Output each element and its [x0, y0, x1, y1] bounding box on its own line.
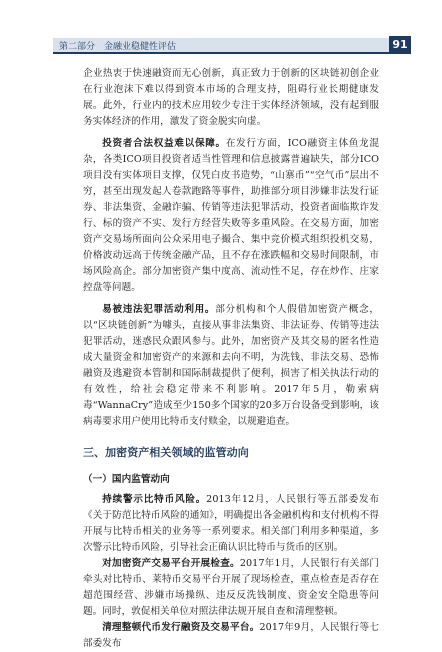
paragraph-lead: 对加密资产交易平台开展检查。 [102, 558, 240, 569]
section-title: 第二部分 金融业稳健性评估 [59, 42, 177, 52]
paragraph: 投资者合法权益难以保障。在发行方面，ICO融资主体鱼龙混杂，各类ICO项目投资者适当性管理和信息披露普遍缺失，部分ICO项目没有实体项目支撑，仅凭白皮书造势，“山寨币”“空气币”层出不穷，甚至出现发起人卷款跑路等事件，助推部分项目涉嫌非法发行证券、非法集资、金融诈骗、传销等违法犯罪活动，投资者面临欺诈发行、标的资产不实、发行方经营失败等多重风险。在交易方面，加密资产交易场所面向公众采用电子撮合、集中竞价模式组织投机交易，价格波动远高于传统金融产品，且不存在涨跌幅和交易时间限制，市场风险高企。部分加密资产集中度高、流动性不足，存在炒作、庄家控盘等问题。 [83, 138, 380, 293]
paragraph: 清理整顿代币发行融资及交易平台。2017年9月，人民银行等七部委发布 [83, 622, 379, 649]
paragraph-lead: 易被违法犯罪活动利用。 [102, 304, 216, 315]
paragraph: 企业热衷于快速融资而无心创新，真正致力于创新的区块链初创企业在行业泡沫下难以得到资本市场的合理支持，阻碍行业长期健康发展。此外，行业内的技术应用较少专注于实体经济领域，没有起到服务实体经济的作用，激发了资金脱实向虚。 [83, 68, 379, 127]
paragraph: 对加密资产交易平台开展检查。2017年1月，人民银行有关部门牵头对比特币、莱特币交易平台开展了现场检查，重点检查是否存在超范围经营、涉嫌市场操纵、违反反洗钱制度、资金安全隐患等问题。同时，敦促相关单位对照法律法规开展自查和清理整顿。 [83, 558, 379, 617]
paragraph: 持续警示比特币风险。2013年12月，人民银行等五部委发布《关于防范比特币风险的通知》，明确提出各金融机构和支付机构不得开展与比特币相关的业务等一系列要求。相关部门利用多种渠道，多次警示比特币风险，引导社会正确认识比特币与货币的区别。 [83, 494, 380, 553]
section-heading: 三、加密资产相关领域的监管动向 [83, 446, 249, 459]
page-number: 91 [389, 36, 411, 54]
document-body [83, 66, 379, 652]
paragraph-lead: 清理整顿代币发行融资及交易平台。 [102, 622, 260, 633]
paragraph-lead: 投资者合法权益难以保障。 [102, 138, 226, 149]
paragraph: 易被违法犯罪活动利用。部分机构和个人假借加密资产概念，以“区块链创新”为噱头，直接从事非法集资、非法证券、传销等违法犯罪活动，迷惑民众跟风参与。此外，加密资产及其交易的匿名性造成大量资金和加密资产的来源和去向不明，为洗钱、非法交易、恐怖融资及逃避资本管制和国际制裁提供了便利，损害了相关执法行动的有效性，给社会稳定带来不利影响。2017年5月，勒索病毒“WannaCry”造成至少150多个国家的20多万台设备受到影响，该病毒要求用户使用比特币支付赎金，以规避追查。 [83, 304, 379, 427]
subsection-heading: （一）国内监管动向 [83, 474, 170, 485]
section-bar [53, 38, 389, 54]
paragraph-lead: 持续警示比特币风险。 [102, 494, 207, 505]
page-header [0, 0, 442, 50]
